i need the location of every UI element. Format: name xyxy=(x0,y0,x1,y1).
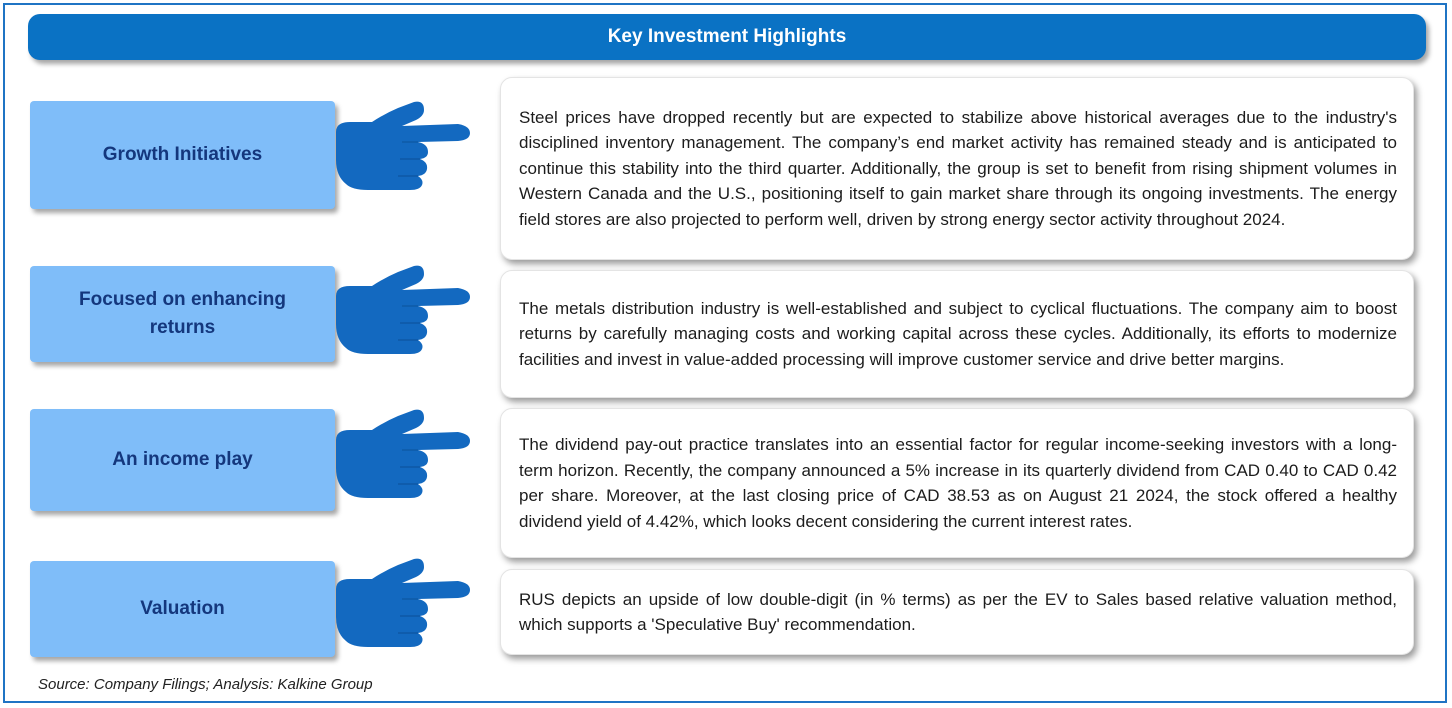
highlight-label-returns xyxy=(30,266,335,362)
highlight-label-text: Growth Initiatives xyxy=(102,144,263,165)
pointing-hand-icon xyxy=(332,100,470,190)
highlight-label-text: Focused on enhancing returns xyxy=(79,289,286,338)
page-title: Key Investment Highlights xyxy=(607,26,847,47)
highlight-text: The dividend pay-out practice translates into an essential factor for regular income-seeking investors with a long-term horizon. Recently, the company announced a 5% increase in its quarterly dividend from CAD 0.40 to CAD 0.42 per share. Moreover, at the last closing price of CAD 38.53 as on August 21 2024, the stock offered a healthy dividend yield of 4.42%, which looks decent considering the current interest rates. xyxy=(519,435,1397,531)
highlight-text: Steel prices have dropped recently but are expected to stabilize above historical averages due to the industry's disciplined inventory management. The company’s end market activity has remained steady and is anticipated to continue this stability into the third quarter. Additionally, the group is set to benefit from rising shipment volumes in Western Canada and the U.S., positioning itself to gain market share through its ongoing investments. The energy field stores are also projected to perform well, driven by strong energy sector activity throughout 2024. xyxy=(519,107,1397,229)
highlight-text-box-valuation xyxy=(500,569,1414,655)
highlight-label-valuation xyxy=(30,561,335,657)
pointing-hand-icon xyxy=(332,264,470,354)
highlight-text: RUS depicts an upside of low double-digit (in % terms) as per the EV to Sales based relative valuation method, which supports a 'Speculative Buy' recommendation. xyxy=(519,589,1397,634)
header-bar xyxy=(28,14,1426,60)
pointing-hand-icon xyxy=(332,557,470,647)
highlight-text-box-income xyxy=(500,408,1414,558)
highlight-text-box-growth xyxy=(500,77,1414,260)
source-note: Source: Company Filings; Analysis: Kalkine Group xyxy=(38,676,373,693)
highlight-label-income xyxy=(30,409,335,511)
pointing-hand-icon xyxy=(332,408,470,498)
highlight-label-text: Valuation xyxy=(140,598,225,619)
highlight-text-box-returns xyxy=(500,270,1414,398)
highlight-text: The metals distribution industry is well-established and subject to cyclical fluctuations. The company aim to boost returns by carefully managing costs and working capital across these cycles. Additionally, its efforts to modernize facilities and invest in value-added processing will improve customer service and drive better margins. xyxy=(519,298,1397,369)
highlight-label-growth xyxy=(30,101,335,209)
highlight-label-text: An income play xyxy=(112,449,253,470)
